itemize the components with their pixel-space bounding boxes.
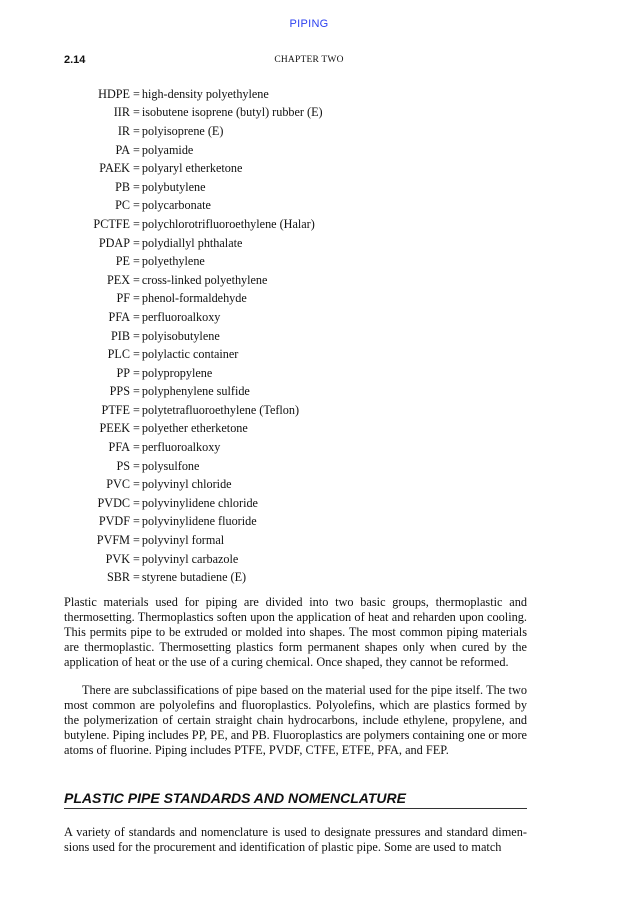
equals-sign: = — [133, 477, 140, 492]
abbreviation-definition: polyaryl etherketone — [141, 161, 243, 176]
abbreviation-row — [0, 271, 618, 290]
abbreviation-definition: isobutene isoprene (butyl) rubber (E) — [141, 105, 323, 120]
page-number: 2.14 — [64, 54, 86, 66]
abbreviation-term: PFA — [108, 440, 130, 455]
abbreviation-term: PEX — [106, 272, 130, 287]
abbreviation-row — [0, 364, 618, 383]
abbreviation-term: PB — [115, 179, 130, 194]
abbreviation-term: IR — [117, 123, 130, 138]
abbreviation-row — [0, 550, 618, 569]
abbreviation-row — [0, 383, 618, 402]
abbreviation-definition: high-density polyethylene — [141, 86, 269, 101]
abbreviation-definition: cross-linked polyethylene — [141, 272, 268, 287]
equals-sign: = — [133, 533, 140, 548]
equals-sign: = — [133, 198, 140, 213]
equals-sign: = — [133, 440, 140, 455]
abbreviation-list — [0, 85, 618, 587]
equals-sign: = — [133, 179, 140, 194]
abbreviation-term: PVFM — [96, 533, 130, 548]
abbreviation-definition: polycarbonate — [141, 198, 211, 213]
abbreviation-row — [0, 457, 618, 476]
abbreviation-row — [0, 438, 618, 457]
abbreviation-row — [0, 401, 618, 420]
equals-sign: = — [133, 216, 140, 231]
abbreviation-term: PDAP — [98, 235, 130, 250]
abbreviation-row — [0, 215, 618, 234]
abbreviation-definition: polyvinyl chloride — [141, 477, 232, 492]
abbreviation-row — [0, 531, 618, 550]
abbreviation-term: PC — [115, 198, 130, 213]
abbreviation-row — [0, 494, 618, 513]
equals-sign: = — [133, 551, 140, 566]
abbreviation-definition: polylactic container — [141, 347, 239, 362]
abbreviation-row — [0, 568, 618, 587]
abbreviation-definition: polyvinylidene fluoride — [141, 514, 257, 529]
equals-sign: = — [133, 272, 140, 287]
abbreviation-term: PTFE — [101, 402, 130, 417]
abbreviation-term: PEEK — [99, 421, 130, 436]
abbreviation-definition: polyisoprene (E) — [141, 123, 224, 138]
abbreviation-term: PCTFE — [93, 216, 130, 231]
body-paragraph — [64, 683, 527, 758]
abbreviation-row — [0, 420, 618, 439]
equals-sign: = — [133, 570, 140, 585]
equals-sign: = — [133, 309, 140, 324]
equals-sign: = — [133, 495, 140, 510]
abbreviation-row — [0, 85, 618, 104]
abbreviation-row — [0, 252, 618, 271]
abbreviation-row — [0, 178, 618, 197]
abbreviation-definition: polyamide — [141, 142, 194, 157]
equals-sign: = — [133, 161, 140, 176]
abbreviation-term: PVDC — [97, 495, 130, 510]
abbreviation-definition: polypropylene — [141, 365, 213, 380]
abbreviation-row — [0, 122, 618, 141]
equals-sign: = — [133, 365, 140, 380]
abbreviation-definition: polybutylene — [141, 179, 206, 194]
abbreviation-term: PVK — [105, 551, 130, 566]
abbreviation-definition: polychlorotrifluoroethylene (Halar) — [141, 216, 315, 231]
abbreviation-definition: polyvinyl carbazole — [141, 551, 239, 566]
abbreviation-term: PVDF — [98, 514, 130, 529]
abbreviation-row — [0, 475, 618, 494]
abbreviation-term: PA — [115, 142, 130, 157]
equals-sign: = — [133, 328, 140, 343]
equals-sign: = — [133, 254, 140, 269]
chapter-title: CHAPTER TWO — [274, 55, 344, 65]
abbreviation-row — [0, 197, 618, 216]
paragraph-standards: A variety of standards and nomenclature is used to designate pressures and standard dimensions used for the procurement and identification of plastic pipe. Some are used to match — [64, 825, 527, 855]
equals-sign: = — [133, 105, 140, 120]
equals-sign: = — [133, 421, 140, 436]
abbreviation-definition: perfluoroalkoxy — [141, 440, 221, 455]
abbreviation-term: PAEK — [99, 161, 130, 176]
equals-sign: = — [133, 235, 140, 250]
abbreviation-term: PS — [116, 458, 130, 473]
body-paragraph — [64, 595, 527, 670]
abbreviation-term: PVC — [106, 477, 130, 492]
paragraph-subclassifications: There are subclassifications of pipe based on the material used for the pipe itself. The two most common are polyolefins and fluoroplastics. Polyolefins, which are plastics formed by the polymerization of certain straight chain hydrocarbons, include ethylene, propylene, and butylene. Piping includes PP, PE, and PB. Fluoroplastics are polymers containing one or more atoms of fluorine. Piping includes PTFE, PVDF, CTFE, ETFE, PFA, and FEP. — [64, 683, 527, 758]
abbreviation-definition: polysulfone — [141, 458, 200, 473]
abbreviation-row — [0, 104, 618, 123]
abbreviation-row — [0, 327, 618, 346]
equals-sign: = — [133, 402, 140, 417]
abbreviation-definition: polyisobutylene — [141, 328, 220, 343]
abbreviation-row — [0, 141, 618, 160]
abbreviation-definition: polydiallyl phthalate — [141, 235, 243, 250]
body-paragraph — [64, 825, 527, 855]
abbreviation-definition: phenol-formaldehyde — [141, 291, 247, 306]
abbreviation-row — [0, 234, 618, 253]
equals-sign: = — [133, 347, 140, 362]
equals-sign: = — [133, 86, 140, 101]
abbreviation-definition: polyphenylene sulfide — [141, 384, 250, 399]
abbreviation-term: PLC — [107, 347, 130, 362]
equals-sign: = — [133, 123, 140, 138]
abbreviation-row — [0, 290, 618, 309]
abbreviation-definition: polytetrafluoroethylene (Teflon) — [141, 402, 300, 417]
section-heading: PLASTIC PIPE STANDARDS AND NOMENCLATURE — [64, 790, 527, 809]
equals-sign: = — [133, 458, 140, 473]
equals-sign: = — [133, 514, 140, 529]
abbreviation-definition: polyvinyl formal — [141, 533, 225, 548]
abbreviation-row — [0, 513, 618, 532]
equals-sign: = — [133, 291, 140, 306]
abbreviation-term: PF — [116, 291, 130, 306]
abbreviation-row — [0, 345, 618, 364]
abbreviation-definition: polyether etherketone — [141, 421, 248, 436]
equals-sign: = — [133, 142, 140, 157]
abbreviation-term: PP — [116, 365, 130, 380]
abbreviation-term: HDPE — [98, 86, 130, 101]
abbreviation-definition: perfluoroalkoxy — [141, 309, 221, 324]
abbreviation-term: PPS — [109, 384, 130, 399]
abbreviation-term: PFA — [108, 309, 130, 324]
abbreviation-term: PE — [115, 254, 130, 269]
abbreviation-term: SBR — [106, 570, 130, 585]
paragraph-thermoplastic: Plastic materials used for piping are divided into two basic groups, thermoplastic and thermosetting. Thermoplastics soften upon the application of heat and reharden upon cooling. This permits pipe to be extruded or molded into shapes. The most common piping materials are thermoplastic. Thermosetting plastics form permanent shapes only when cured by the application of heat or the use of a curing chemical. Once shaped, they cannot be reformed. — [64, 595, 527, 670]
abbreviation-definition: polyethylene — [141, 254, 205, 269]
abbreviation-definition: styrene butadiene (E) — [141, 570, 247, 585]
abbreviation-term: IIR — [113, 105, 130, 120]
abbreviation-definition: polyvinylidene chloride — [141, 495, 258, 510]
equals-sign: = — [133, 384, 140, 399]
abbreviation-row — [0, 308, 618, 327]
abbreviation-row — [0, 159, 618, 178]
running-head-title: PIPING — [289, 18, 329, 30]
abbreviation-term: PIB — [111, 328, 130, 343]
